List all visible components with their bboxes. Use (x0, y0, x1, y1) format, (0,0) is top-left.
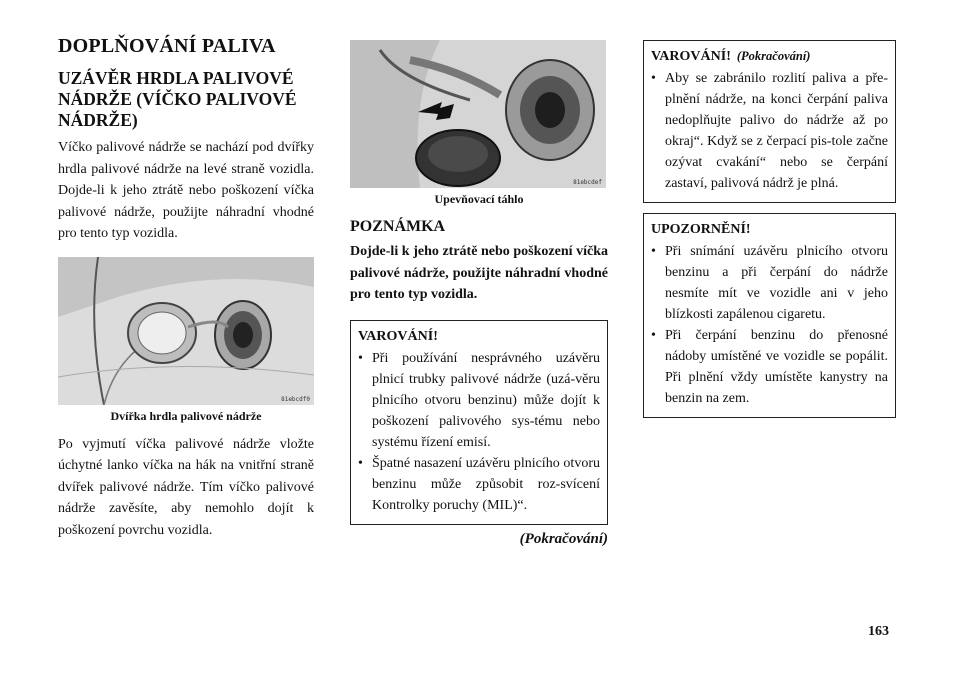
fuel-door-illustration (58, 257, 314, 405)
note-text: Dojde-li k jeho ztrátě nebo poškození víčka palivové nádrže, použijte náhradní vhodné pro tento typ vozidla. (350, 244, 608, 302)
column-middle (350, 40, 608, 548)
list-item: • Aby se zabránilo rozlití paliva a pře-plnění nádrže, na konci čerpání paliva nedoplňujte palivo do nádrže až po okraj“. Když se z čerpací pis-tole začne ozývat cvakání“ nebo se čerpání zastaví, palivová nádrž je plná. (651, 68, 888, 194)
warning-list (651, 68, 888, 194)
list-item: • Při čerpání benzinu do přenosné nádoby umístěné ve vozidle se popálit. Při plnění vždy umístěte kanystry na benzin na zem. (651, 325, 888, 409)
column-left (58, 34, 314, 541)
continued-label: (Pokračování) (736, 49, 811, 63)
warning-box (350, 320, 608, 525)
section-heading: DOPLŇOVÁNÍ PALIVA (58, 35, 276, 57)
column-right (643, 40, 896, 418)
figure-caption: Dvířka hrdla palivové nádrže (110, 408, 262, 423)
caution-box (643, 213, 896, 418)
figure-code: 81ebcdef (573, 179, 602, 186)
figure-caption: Upevňovací táhlo (434, 192, 524, 206)
paragraph-fuel-cap-location: Víčko palivové nádrže se nachází pod dvířky hrdla palivové nádrže na levé straně vozidla. Dojde-li k jeho ztrátě nebo poškození víčka palivové nádrže, použijte náhradní vhodné pro tento typ vozidla. (58, 140, 314, 241)
list-item: • Při používání nesprávného uzávěru plnicí trubky palivové nádrže (uzá-věru plnicího otvoru benzinu) může dojít k poškození palivového sys-tému nebo systému řízení emisí. (358, 348, 600, 453)
figure-code: 81ebcdf0 (281, 395, 310, 403)
subsection-heading: UZÁVĚR HRDLA PALIVOVÉ NÁDRŽE (VÍČKO PALIVOVÉ NÁDRŽE) (58, 68, 297, 130)
figure-fuel-door (58, 257, 314, 405)
bullet-icon: • (651, 244, 656, 259)
page-number: 163 (868, 624, 889, 639)
tether-illustration (350, 40, 606, 188)
bullet-icon: • (358, 455, 363, 471)
warning-box-continued (643, 40, 896, 203)
bullet-icon: • (358, 350, 363, 366)
paragraph-cap-tether: Po vyjmutí víčka palivové nádrže vložte úchytné lanko víčka na hák na vnitřní straně dvířek palivové nádrže. Tím víčko palivové nádrže zavěsíte, aby nemohlo dojít k poškození povrchu vozidla. (58, 436, 314, 538)
warning-list (358, 348, 600, 516)
caution-list (651, 241, 888, 409)
warning-title: VAROVÁNÍ! (358, 328, 438, 344)
list-item: • Špatné nasazení uzávěru plnicího otvoru benzinu může způsobit roz-svícení Kontrolky poruchy (MIL)“. (358, 453, 600, 516)
figure-tether (350, 40, 606, 188)
list-item: • Při snímání uzávěru plnicího otvoru benzinu a při čerpání do nádrže nesmíte mít ve vozidle ani v jeho blízkosti zapálenou cigaretu. (651, 241, 888, 325)
warning-title: VAROVÁNÍ! (Pokračování) (651, 49, 811, 64)
caution-title: UPOZORNĚNÍ! (651, 222, 751, 237)
bullet-icon: • (651, 328, 656, 343)
bullet-icon: • (651, 71, 656, 86)
note-heading: POZNÁMKA (350, 218, 446, 235)
continued-label: (Pokračování) (519, 530, 608, 547)
